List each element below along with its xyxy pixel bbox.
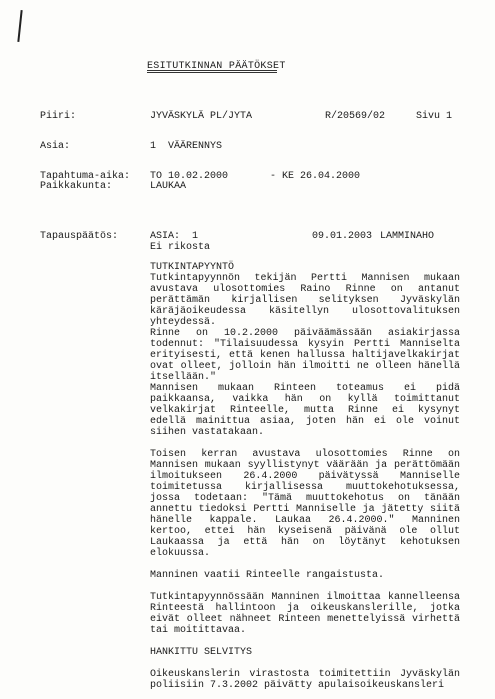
paragraph: Mannisen mukaan Rinteen toteamus ei pidä paikkaansa, vaikka hän on kyllä toimittanut velkakirjat Rinteelle, mutta Rinne ei kysynyt edellä mainittua asiaa, joten hän ei ole voinut siihen vastatakaan.	[150, 383, 460, 438]
section-heading-tutkintapyynto: TUTKINTAPYYNTÖ	[150, 262, 235, 273]
asia-label: Asia:	[40, 141, 71, 152]
tapahtuma-end: - KE 26.04.2000	[270, 171, 361, 182]
tapauspaatos-label: Tapauspäätös:	[40, 231, 119, 242]
paragraph: Toisen kerran avustava ulosottomies Rinne on Mannisen mukaan syyllistynyt väärään ja perättömään ilmoitukseen 26.4.2000 päivätyssä Manniselle toimitetussa kirjallisessa muuttokehotuksessa, jossa todetaan: "Tämä muuttokehotus on tänään annettu tiedoksi Pertti Manniselle ja jätetty siitä hänelle kappale. Laukaa 26.4.2000." Manninen kertoo, ettei hän kyseisenä päivänä ole ollut Laukaassa ja että hän on löytänyt kehotuksen elokuussa.	[150, 449, 460, 559]
tapahtuma-aika-label: Tapahtuma-aika:	[40, 171, 131, 182]
title-double-underline	[147, 70, 277, 73]
tapauspaatos-asia: ASIA: 1	[150, 231, 199, 242]
page-number: Sivu 1	[416, 111, 453, 122]
piiri-label: Piiri:	[40, 111, 77, 122]
paragraph: Rinne on 10.2.2000 päiväämässään asiakirjassa todennut: "Tilaisuudessa kysyin Pertti Manniselta erityisesti, että kenen hallussa haltijavelkakirjat ovat olleet, jolloin hän ilmoitti ne olleen hänellä itsellään."	[150, 328, 460, 383]
asia-value: 1 VÄÄRENNYS	[150, 141, 223, 152]
decision-date: 09.01.2003	[312, 231, 373, 242]
decision-text: Ei rikosta	[150, 242, 211, 253]
paikkakunta-label: Paikkakunta:	[40, 181, 113, 192]
reference-number: R/20569/02	[325, 111, 386, 122]
piiri-value: JYVÄSKYLÄ PL/JYTA	[150, 111, 253, 122]
paragraph: Manninen vaatii Rinteelle rangaistusta.	[150, 570, 385, 581]
tapahtuma-start: TO 10.02.2000	[150, 171, 229, 182]
paragraph: Tutkintapyynnössään Manninen ilmoittaa kannelleensa Rinteestä hallintoon ja oikeuskanslerille, jotka eivät olleet nähneet Rinteen menettelyissä virhettä tai moitittavaa.	[150, 592, 460, 636]
paragraph: Tutkintapyynnön tekijän Pertti Mannisen mukaan avustava ulosottomies Raino Rinne on antanut perättämän kirjallisen selityksen Jyväskylän käräjäoikeudessa käsitellyn ulosottovalituksen yhteydessä.	[150, 273, 460, 328]
paragraph: Oikeuskanslerin virastosta toimitettiin Jyväskylän poliisiin 7.3.2002 päivätty apulaisoikeuskansleri	[150, 669, 460, 691]
handwritten-margin-mark	[17, 10, 22, 42]
paikkakunta-value: LAUKAA	[150, 181, 187, 192]
decision-by: LAMMINAHO	[380, 231, 435, 242]
section-heading-hankittu-selvitys: HANKITTU SELVITYS	[150, 647, 253, 658]
body-text	[150, 262, 460, 691]
document-title: ESITUTKINNAN PÄÄTÖKSET	[147, 61, 286, 72]
